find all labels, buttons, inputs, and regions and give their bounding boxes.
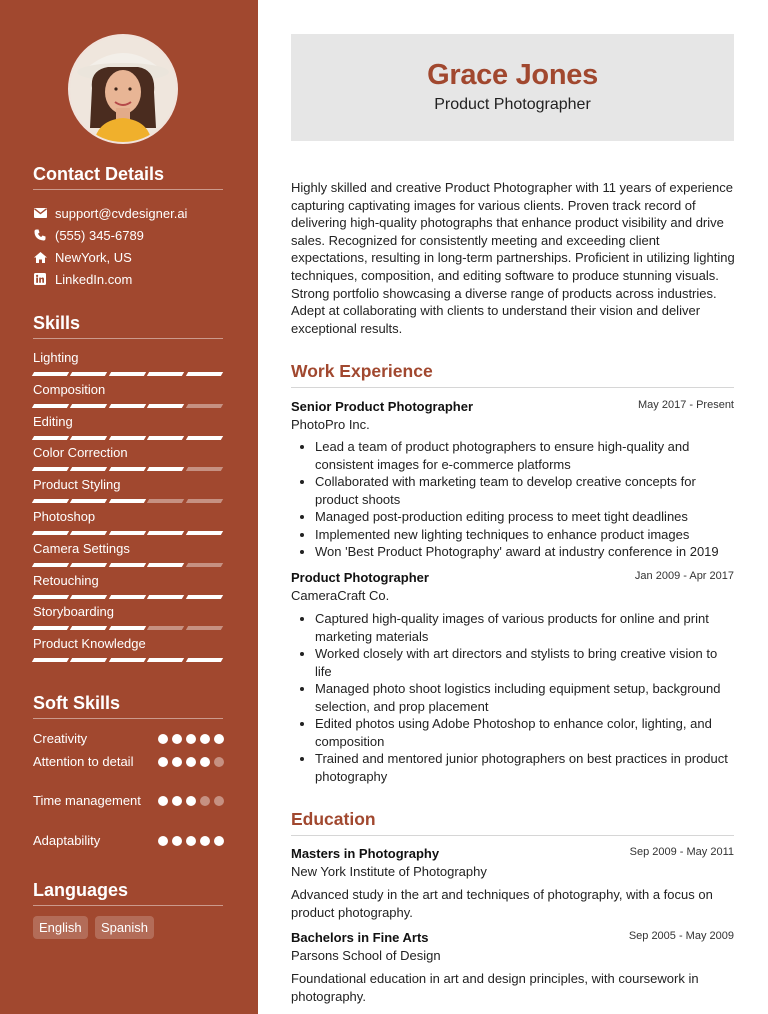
skill-level-segment <box>185 563 223 567</box>
skill-level-segment <box>147 467 185 471</box>
linkedin-icon <box>33 272 47 286</box>
work-experience-divider <box>291 387 734 388</box>
job-role: Product Photographer <box>291 570 429 585</box>
skill-label: Photoshop <box>33 509 96 524</box>
list-item: • Won 'Best Product Photography' award at industry conference in 2019 <box>315 543 736 561</box>
skill-level-segment <box>32 372 70 376</box>
rating-dot <box>172 734 182 744</box>
contact-location-text: NewYork, US <box>55 249 132 265</box>
skill-level-bar <box>33 626 222 630</box>
skill-level-segment <box>147 658 185 662</box>
rating-dot <box>158 757 168 767</box>
rating-dot <box>214 757 224 767</box>
contact-details-heading: Contact Details <box>33 164 165 184</box>
soft-skills-heading: Soft Skills <box>33 693 121 713</box>
list-item: • Collaborated with marketing team to develop creative concepts for product shoots <box>315 473 736 508</box>
name-header <box>291 34 734 141</box>
education-divider <box>291 835 734 836</box>
skill-level-bar <box>33 404 222 408</box>
skill-label: Product Styling <box>33 477 121 493</box>
job-bullets <box>291 438 736 561</box>
skill-label: Product Knowledge <box>33 636 146 652</box>
skill-level-segment <box>109 658 147 662</box>
skill-level-segment <box>70 531 108 535</box>
rating-dot <box>172 757 182 767</box>
languages-divider <box>33 905 223 906</box>
rating-dot <box>158 734 168 744</box>
soft-skill-label: Time management <box>33 793 141 808</box>
work-experience-heading: Work Experience <box>291 361 433 381</box>
skill-label: Lighting <box>33 350 79 365</box>
rating-dot <box>158 836 168 846</box>
skill-level-segment <box>70 595 108 599</box>
contact-linkedin[interactable] <box>33 270 132 288</box>
edu-dates: Sep 2005 - May 2009 <box>628 930 734 942</box>
skills-divider <box>33 338 223 339</box>
skill-level-segment <box>109 467 147 471</box>
list-item: • Worked closely with art directors and stylists to bring creative vision to life <box>315 645 736 680</box>
skill-level-segment <box>147 563 185 567</box>
soft-skill-rating <box>158 757 224 767</box>
home-icon <box>33 250 47 264</box>
edu-description: Foundational education in art and design principles, with coursework in photography. <box>291 971 699 1004</box>
rating-dot <box>186 734 196 744</box>
job-role: Senior Product Photographer <box>291 399 474 414</box>
edu-degree: Masters in Photography <box>291 846 440 861</box>
list-item: • Managed post-production editing process to meet tight deadlines <box>315 508 736 526</box>
soft-skill-label: Adaptability <box>33 833 101 848</box>
skill-level-segment <box>185 595 223 599</box>
skill-level-segment <box>32 531 70 535</box>
soft-skill-rating <box>158 796 224 806</box>
soft-skill-rating <box>158 836 224 846</box>
soft-skill-rating <box>158 734 224 744</box>
rating-dot <box>214 734 224 744</box>
edu-school: Parsons School of Design <box>291 948 441 963</box>
edu-dates: Sep 2009 - May 2011 <box>629 846 734 858</box>
skill-level-segment <box>185 531 223 535</box>
skill-level-segment <box>185 626 223 630</box>
job-company: CameraCraft Co. <box>291 588 390 603</box>
rating-dot <box>158 796 168 806</box>
contact-email[interactable] <box>33 204 187 222</box>
skill-level-segment <box>32 436 70 440</box>
skill-level-segment <box>109 372 147 376</box>
skill-level-bar <box>33 658 222 662</box>
contact-linkedin-text: LinkedIn.com <box>55 271 133 287</box>
skill-level-segment <box>70 626 108 630</box>
skill-level-segment <box>70 658 108 662</box>
skill-level-segment <box>32 467 70 471</box>
languages-heading: Languages <box>33 880 129 900</box>
soft-skill-label: Attention to detail <box>33 754 134 769</box>
skill-level-bar <box>33 372 222 376</box>
skill-level-segment <box>109 531 147 535</box>
skill-label: Editing <box>33 413 73 429</box>
candidate-name: Grace Jones <box>427 59 598 91</box>
skill-label: Retouching <box>33 572 99 588</box>
skill-level-bar <box>33 436 222 440</box>
skill-level-bar <box>33 467 222 471</box>
skill-level-segment <box>185 658 223 662</box>
skill-level-segment <box>109 499 147 503</box>
list-item: • Implemented new lighting techniques to enhance product images <box>315 526 736 544</box>
rating-dot <box>200 757 210 767</box>
skill-level-segment <box>147 436 185 440</box>
skill-level-segment <box>32 595 70 599</box>
skill-level-segment <box>109 436 147 440</box>
language-tag: English <box>33 916 88 939</box>
skill-level-bar <box>33 563 222 567</box>
skill-label: Composition <box>33 381 106 397</box>
skill-level-segment <box>70 467 108 471</box>
rating-dot <box>200 734 210 744</box>
list-item: • Trained and mentored junior photographers on best practices in product photography <box>315 750 736 785</box>
contact-location <box>33 248 132 266</box>
soft-skill-label: Creativity <box>33 731 88 746</box>
sidebar <box>0 0 258 1014</box>
skill-level-segment <box>32 563 70 567</box>
skill-level-bar <box>33 531 222 535</box>
skill-label: Camera Settings <box>33 540 130 556</box>
list-item: • Captured high-quality images of various products for online and print marketing materials <box>315 610 736 645</box>
skill-level-segment <box>32 626 70 630</box>
job-company: PhotoPro Inc. <box>291 417 370 432</box>
rating-dot <box>186 796 196 806</box>
skill-level-segment <box>185 499 223 503</box>
education-heading: Education <box>291 809 376 829</box>
skill-level-segment <box>147 372 185 376</box>
skill-level-bar <box>33 499 222 503</box>
skills-heading: Skills <box>33 313 81 333</box>
skill-level-segment <box>147 626 185 630</box>
job-dates: Jan 2009 - Apr 2017 <box>634 570 734 582</box>
skill-level-segment <box>70 563 108 567</box>
list-item: • Managed photo shoot logistics including equipment setup, background selection, and prop placement <box>315 680 736 715</box>
rating-dot <box>172 796 182 806</box>
skill-level-segment <box>70 436 108 440</box>
rating-dot <box>200 796 210 806</box>
skill-level-segment <box>70 372 108 376</box>
rating-dot <box>214 836 224 846</box>
rating-dot <box>186 757 196 767</box>
rating-dot <box>186 836 196 846</box>
skill-level-segment <box>185 372 223 376</box>
skill-level-segment <box>185 467 223 471</box>
skill-label: Color Correction <box>33 445 128 461</box>
skill-level-segment <box>32 658 70 662</box>
candidate-title: Product Photographer <box>434 96 591 113</box>
skill-level-segment <box>147 531 185 535</box>
contact-phone[interactable] <box>33 226 144 244</box>
skill-level-segment <box>109 563 147 567</box>
skill-label: Storyboarding <box>33 604 114 620</box>
contact-email-text: support@cvdesigner.ai <box>55 205 188 221</box>
rating-dot <box>172 836 182 846</box>
skill-level-bar <box>33 595 222 599</box>
skill-level-segment <box>185 436 223 440</box>
skill-level-segment <box>185 404 223 408</box>
job-dates: May 2017 - Present <box>638 399 734 411</box>
job-bullets <box>291 610 736 785</box>
soft-skills-divider <box>33 718 223 719</box>
skill-level-segment <box>70 404 108 408</box>
skill-level-segment <box>147 404 185 408</box>
phone-icon <box>33 228 47 242</box>
rating-dot <box>214 796 224 806</box>
rating-dot <box>200 836 210 846</box>
skill-level-segment <box>109 404 147 408</box>
contact-divider <box>33 189 223 190</box>
profile-photo <box>68 34 178 144</box>
skill-level-segment <box>32 404 70 408</box>
contact-phone-text: (555) 345-6789 <box>55 227 144 243</box>
skill-level-segment <box>70 499 108 503</box>
skill-level-segment <box>147 595 185 599</box>
language-tag: Spanish <box>95 916 154 939</box>
skill-level-segment <box>109 626 147 630</box>
list-item: • Lead a team of product photographers to ensure high-quality and consistent images for e-commerce platforms <box>315 438 736 473</box>
edu-school: New York Institute of Photography <box>291 864 487 879</box>
list-item: • Edited photos using Adobe Photoshop to enhance color, lighting, and composition <box>315 715 736 750</box>
envelope-icon <box>33 206 47 220</box>
edu-degree: Bachelors in Fine Arts <box>291 930 429 945</box>
skill-level-segment <box>32 499 70 503</box>
skill-level-segment <box>109 595 147 599</box>
profile-summary: Highly skilled and creative Product Photographer with 11 years of experience capturing captivating images for various clients. Proven track record of delivering high-quality photographs that enhance product visibility and drive sales. Recognized for consistently meeting and exceeding client expectations, resulting in long-term partnerships. Proficient in utilizing lighting techniques, composition, and editing software to produce stunning visuals. Strong portfolio showcasing a diverse range of products across industries. Adept at collaborating with clients to understand their vision and deliver exceptional results. <box>291 180 735 336</box>
edu-description: Advanced study in the art and techniques of photography, with a focus on product photography. <box>291 887 713 920</box>
skill-level-segment <box>147 499 185 503</box>
